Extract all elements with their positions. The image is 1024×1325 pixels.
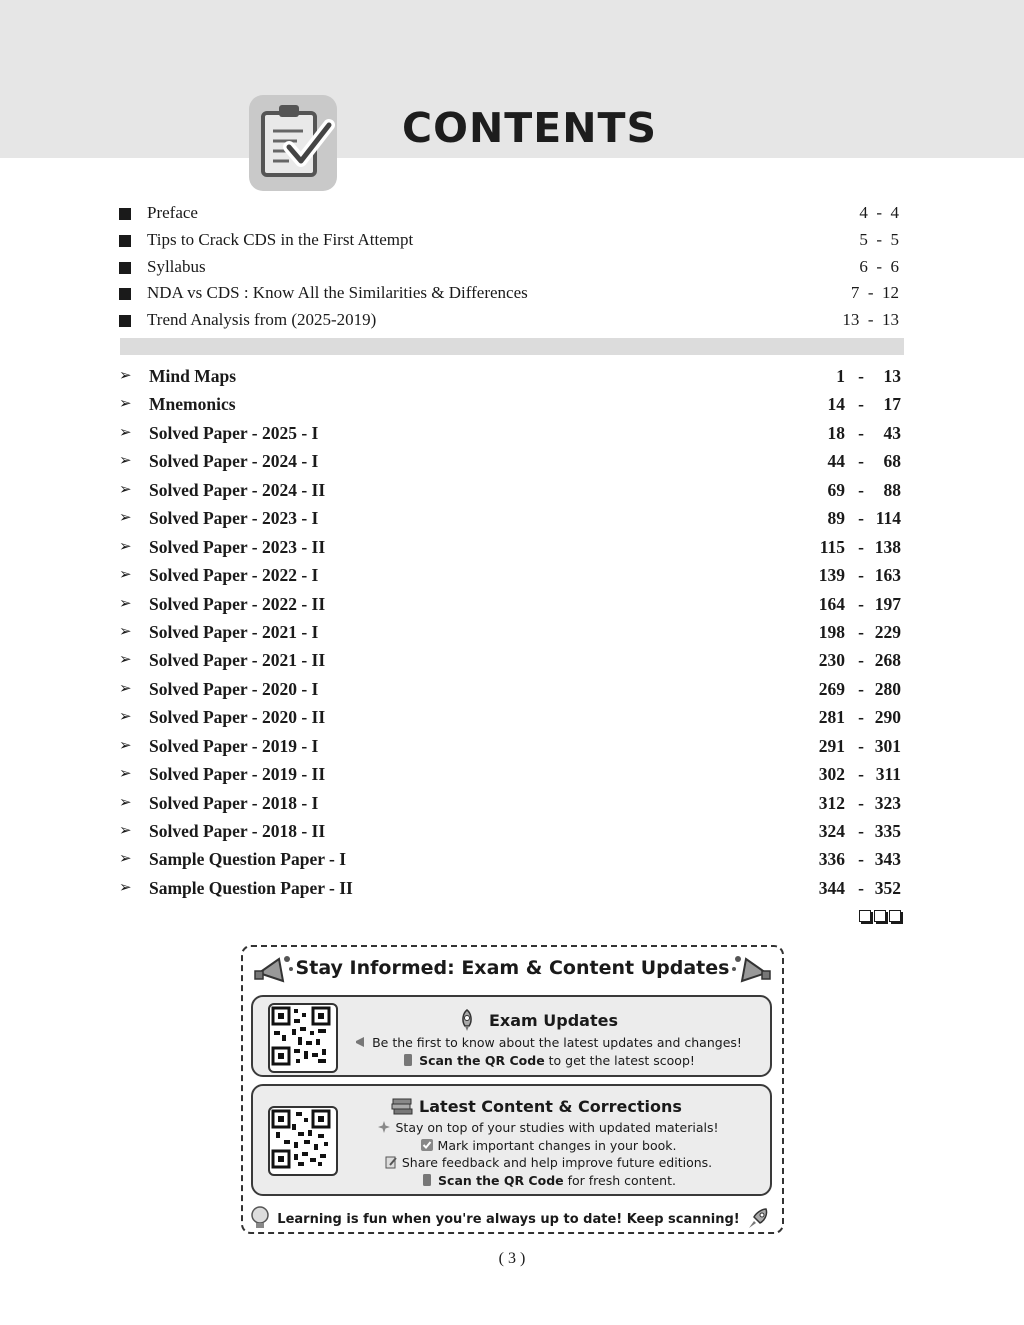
chapter-row	[119, 647, 901, 675]
chapter-row	[119, 391, 901, 419]
chapter-row	[119, 846, 901, 874]
arrow-bullet-icon: ➢	[119, 650, 132, 669]
chapter-row	[119, 733, 901, 761]
chapter-row	[119, 505, 901, 533]
page-dash: -	[858, 877, 864, 898]
front-matter-row	[119, 200, 899, 227]
page-dash: -	[858, 394, 864, 415]
page-start: 291	[818, 735, 845, 756]
entry-title: Preface	[147, 203, 198, 222]
front-matter-row	[119, 307, 899, 334]
page-dash: -	[858, 565, 864, 586]
books-icon	[391, 1096, 413, 1116]
arrow-bullet-icon: ➢	[119, 849, 132, 868]
page-dash: -	[858, 508, 864, 529]
page-start: 89	[827, 508, 845, 529]
front-matter-list	[119, 200, 899, 334]
arrow-bullet-icon: ➢	[119, 366, 132, 384]
page-start: 164	[818, 593, 845, 614]
megaphone-icon	[730, 951, 772, 991]
page-end: 268	[874, 650, 901, 671]
page-start: 324	[818, 821, 845, 841]
page-number: ( 3 )	[498, 1250, 526, 1267]
exam-updates-line-1: Be the first to know about the latest updates and changes!	[333, 1035, 763, 1050]
updates-footer: Learning is fun when you're always up to date! Keep scanning!	[243, 1205, 782, 1231]
page-end: 290	[874, 707, 901, 728]
front-matter-row	[119, 254, 899, 281]
chapter-title: Sample Question Paper - II	[149, 877, 353, 898]
end-box-icon	[874, 910, 886, 922]
page-start: 269	[818, 678, 845, 699]
arrow-bullet-icon: ➢	[119, 565, 132, 584]
page-end: 68	[883, 451, 901, 472]
page-end: 197	[874, 593, 901, 614]
front-matter-row	[119, 280, 899, 307]
phone-icon	[401, 1053, 415, 1067]
page-range: 7 - 12	[850, 283, 899, 303]
page-end: 43	[883, 422, 901, 443]
page-range: 5 - 5	[859, 229, 899, 249]
chapter-row	[119, 619, 901, 647]
page-dash: -	[858, 792, 864, 813]
arrow-bullet-icon: ➢	[119, 707, 132, 726]
entry-title: NDA vs CDS : Know All the Similarities & Differences	[147, 283, 528, 303]
arrow-bullet-icon: ➢	[119, 536, 132, 555]
page-start: 344	[818, 877, 845, 898]
entry-title: Tips to Crack CDS in the First Attempt	[147, 229, 414, 249]
page-start: 18	[827, 422, 845, 443]
page-start: 69	[827, 479, 845, 500]
rocket-icon	[455, 1008, 479, 1032]
arrow-bullet-icon: ➢	[119, 422, 132, 441]
chapter-title: Mind Maps	[149, 366, 237, 386]
page-end: 114	[875, 508, 901, 529]
page-end: 301	[874, 735, 901, 756]
page-start: 1	[836, 366, 845, 386]
arrow-bullet-icon: ➢	[119, 479, 132, 498]
arrow-bullet-icon: ➢	[119, 735, 132, 754]
chapter-list	[119, 363, 901, 903]
qr-code[interactable]	[268, 1106, 338, 1176]
arrow-bullet-icon: ➢	[119, 678, 132, 697]
square-bullet-icon	[119, 235, 131, 247]
page-dash: -	[858, 678, 864, 699]
end-box-icon	[859, 910, 871, 922]
page-end: 323	[874, 792, 901, 813]
latest-content-heading: Latest Content & Corrections	[253, 1096, 770, 1116]
arrow-bullet-icon: ➢	[119, 877, 132, 896]
chapter-row	[119, 818, 901, 846]
chapter-title: Solved Paper - 2018 - II	[149, 821, 326, 841]
exam-updates-panel	[251, 995, 772, 1077]
chapter-title: Solved Paper - 2024 - II	[149, 479, 326, 500]
updates-title: Stay Informed: Exam & Content Updates	[295, 957, 730, 979]
page-start: 115	[819, 536, 845, 557]
chapter-title: Mnemonics	[149, 394, 236, 415]
latest-content-line-2: Mark important changes in your book.	[333, 1138, 763, 1153]
chapter-title: Solved Paper - 2025 - I	[149, 422, 319, 443]
page-dash: -	[858, 479, 864, 500]
page-start: 230	[818, 650, 845, 671]
page-dash: -	[858, 764, 864, 785]
page-end: 343	[874, 849, 901, 870]
entry-title: Trend Analysis from (2025-2019)	[147, 310, 377, 330]
page-range: 13 - 13	[842, 310, 899, 330]
chapter-title: Solved Paper - 2023 - II	[149, 536, 326, 557]
chapter-title: Solved Paper - 2024 - I	[149, 451, 319, 472]
arrow-bullet-icon: ➢	[119, 792, 132, 811]
chapter-title: Solved Paper - 2021 - I	[149, 621, 319, 642]
square-bullet-icon	[119, 262, 131, 274]
chapter-title: Solved Paper - 2019 - I	[149, 735, 319, 756]
page-start: 198	[818, 621, 845, 642]
chapter-row	[119, 676, 901, 704]
latest-content-line-4: Scan the QR Code for fresh content.	[333, 1173, 763, 1188]
clipboard-check-icon	[249, 95, 337, 191]
arrow-bullet-icon: ➢	[119, 621, 132, 640]
end-marks	[859, 910, 901, 922]
chapter-title: Solved Paper - 2023 - I	[149, 508, 319, 529]
page-start: 44	[827, 451, 845, 472]
page-start: 14	[827, 394, 845, 415]
megaphone-icon	[354, 1035, 368, 1049]
page-start: 139	[818, 565, 845, 586]
page-end: 335	[874, 821, 901, 841]
arrow-bullet-icon: ➢	[119, 508, 132, 527]
exam-updates-heading: Exam Updates	[253, 1008, 770, 1032]
chapter-title: Solved Paper - 2021 - II	[149, 650, 326, 671]
page-end: 138	[874, 536, 901, 557]
page-title: CONTENTS	[402, 104, 658, 152]
page-dash: -	[858, 536, 864, 557]
arrow-bullet-icon: ➢	[119, 451, 132, 470]
chapter-title: Solved Paper - 2020 - II	[149, 707, 326, 728]
chapter-row	[119, 562, 901, 590]
page-end: 280	[874, 678, 901, 699]
chapter-row	[119, 448, 901, 476]
page-start: 312	[818, 792, 845, 813]
latest-content-panel	[251, 1084, 772, 1196]
chapter-row	[119, 790, 901, 818]
arrow-bullet-icon: ➢	[119, 764, 132, 783]
page-dash: -	[858, 821, 864, 841]
chapter-row	[119, 534, 901, 562]
page-dash: -	[858, 849, 864, 870]
page-start: 281	[818, 707, 845, 728]
page-end: 352	[874, 877, 901, 898]
page-end: 17	[883, 394, 901, 415]
square-bullet-icon	[119, 208, 131, 220]
arrow-bullet-icon: ➢	[119, 593, 132, 612]
chapter-row	[119, 704, 901, 732]
chapter-title: Solved Paper - 2022 - II	[149, 593, 326, 614]
page-dash: -	[858, 650, 864, 671]
page-end: 88	[883, 479, 901, 500]
page-dash: -	[858, 366, 864, 386]
page-dash: -	[858, 621, 864, 642]
square-bullet-icon	[119, 288, 131, 300]
chapter-row	[119, 477, 901, 505]
chapter-row	[119, 591, 901, 619]
latest-content-line-3: Share feedback and help improve future editions.	[333, 1155, 763, 1170]
arrow-bullet-icon: ➢	[119, 394, 132, 413]
page-end: 163	[874, 565, 901, 586]
page-dash: -	[858, 707, 864, 728]
square-bullet-icon	[119, 315, 131, 327]
sparkles-icon	[377, 1120, 391, 1134]
latest-content-line-1: Stay on top of your studies with updated materials!	[333, 1120, 763, 1135]
page-range: 6 - 6	[859, 256, 899, 276]
chapter-row	[119, 875, 901, 903]
page-end: 311	[875, 764, 901, 785]
lightbulb-icon	[249, 1205, 271, 1231]
page-range: 4 - 4	[859, 203, 899, 222]
memo-icon	[384, 1155, 398, 1169]
chapter-title: Solved Paper - 2018 - I	[149, 792, 319, 813]
chapter-title: Solved Paper - 2019 - II	[149, 764, 326, 785]
chapter-title: Sample Question Paper - I	[149, 849, 347, 870]
chapter-title: Solved Paper - 2022 - I	[149, 565, 319, 586]
chapter-row	[119, 420, 901, 448]
chapter-title: Solved Paper - 2020 - I	[149, 678, 319, 699]
page-end: 229	[874, 621, 901, 642]
chapter-row	[119, 363, 901, 391]
chapter-row	[119, 761, 901, 789]
page-dash: -	[858, 422, 864, 443]
page-start: 302	[818, 764, 845, 785]
front-matter-row	[119, 227, 899, 254]
page-dash: -	[858, 735, 864, 756]
updates-box	[241, 945, 784, 1234]
section-divider	[120, 338, 904, 355]
arrow-bullet-icon: ➢	[119, 821, 132, 839]
page-dash: -	[858, 451, 864, 472]
phone-icon	[420, 1173, 434, 1187]
exam-updates-line-2: Scan the QR Code to get the latest scoop!	[333, 1053, 763, 1068]
entry-title: Syllabus	[147, 256, 206, 276]
check-box-icon	[420, 1138, 434, 1152]
page-dash: -	[858, 593, 864, 614]
rocket-icon	[746, 1205, 772, 1231]
page-start: 336	[818, 849, 845, 870]
page-end: 13	[883, 366, 901, 386]
end-box-icon	[889, 910, 901, 922]
